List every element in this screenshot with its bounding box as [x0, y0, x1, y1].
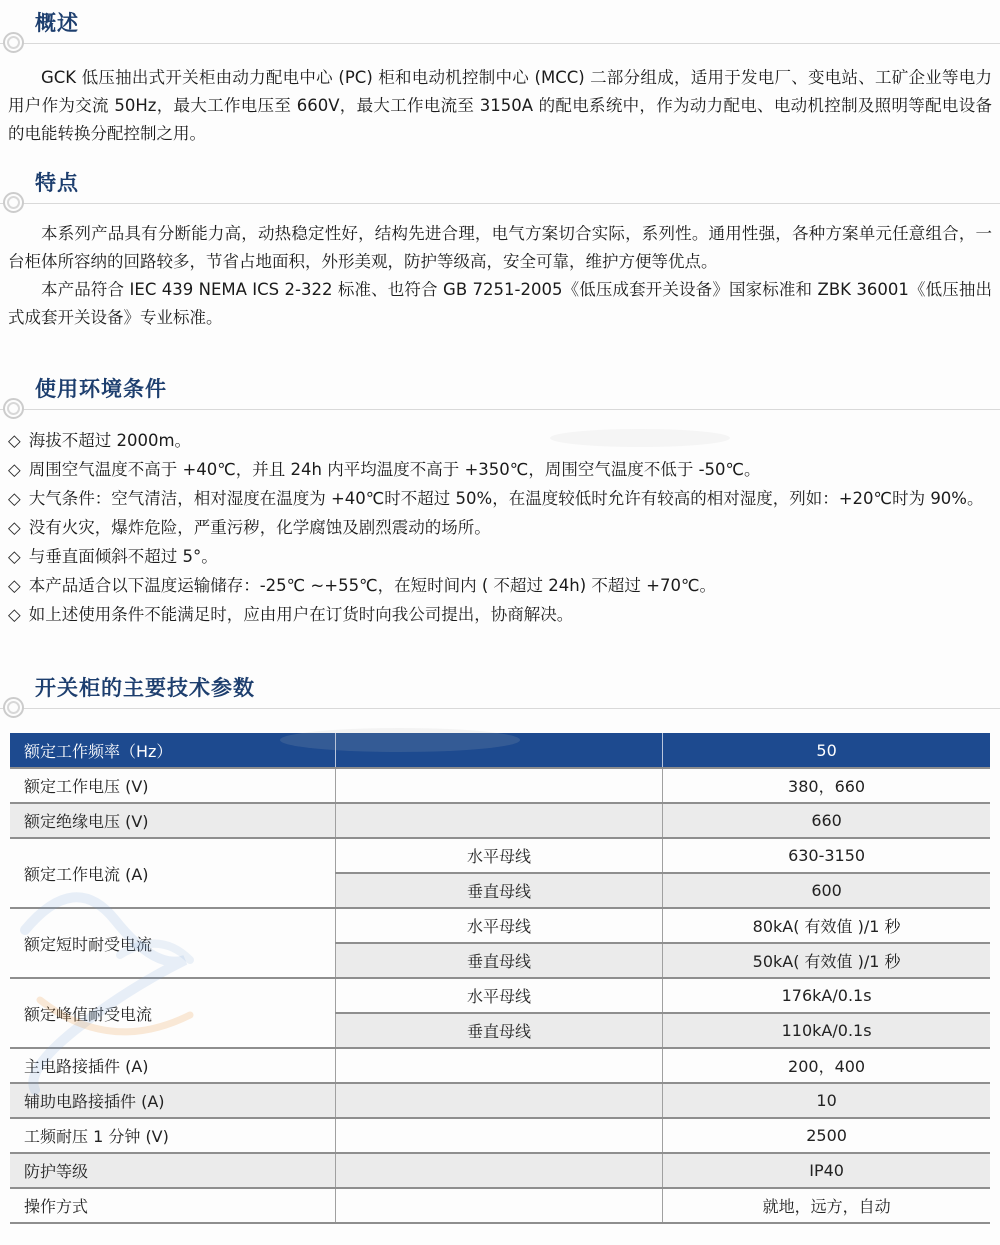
param-cell: 额定工作电压 (V) [10, 768, 335, 803]
value-cell: 200，400 [663, 1048, 990, 1083]
param-cell: 额定短时耐受电流 [10, 908, 335, 978]
section-title-overview: 概述 [35, 11, 79, 35]
section-rule [0, 708, 1000, 709]
value-cell: 50kA( 有效值 )/1 秒 [663, 943, 990, 978]
table-row [10, 803, 990, 838]
env-item [8, 455, 992, 484]
section-rule [0, 43, 1000, 44]
env-item-text: 与垂直面倾斜不超过 5°。 [28, 547, 218, 566]
overview-paragraph: GCK 低压抽出式开关柜由动力配电中心 (PC) 柜和电动机控制中心 (MCC) 二部分组成，适用于发电厂、变电站、工矿企业等电力用户作为交流 50Hz，最大工作电压至 660V，最大工作电流至 3150A 的配电系统中，作为动力配电、电动机控制及照明等配电设备的电能转换分配控制之用。 [8, 68, 992, 143]
value-cell: 80kA( 有效值 )/1 秒 [663, 908, 990, 943]
env-item-text: 大气条件：空气清洁，相对湿度在温度为 +40℃时不超过 50%，在温度较低时允许有较高的相对湿度，列如：+20℃时为 90%。 [28, 489, 984, 508]
ring-icon [3, 697, 24, 718]
value-cell: 10 [663, 1083, 990, 1118]
value-cell: 就地，远方，自动 [663, 1188, 990, 1223]
env-item [8, 426, 992, 455]
features-paragraph: 本产品符合 IEC 439 NEMA ICS 2-322 标准、也符合 GB 7251-2005《低压成套开关设备》国家标准和 ZBK 36001《低压抽出式成套开关设备》专业标准。 [8, 280, 992, 327]
busbar-cell: 水平母线 [335, 908, 662, 943]
value-cell: 110kA/0.1s [663, 1013, 990, 1048]
busbar-cell: 水平母线 [335, 838, 662, 873]
value-cell: 176kA/0.1s [663, 978, 990, 1013]
table-row [10, 1048, 990, 1083]
header-param-cell: 额定工作频率（Hz） [10, 733, 335, 768]
table-row [10, 1083, 990, 1118]
parameters-table [10, 733, 990, 1224]
table-row [10, 978, 990, 1013]
env-item [8, 484, 992, 513]
diamond-icon: ◇ [8, 547, 21, 566]
header-value-cell: 50 [663, 733, 990, 768]
diamond-icon: ◇ [8, 576, 21, 595]
value-cell: 600 [663, 873, 990, 908]
section-environment [0, 376, 1000, 629]
busbar-cell [335, 768, 662, 803]
diamond-icon: ◇ [8, 460, 21, 479]
param-cell: 辅助电路接插件 (A) [10, 1083, 335, 1118]
diamond-icon: ◇ [8, 518, 21, 537]
busbar-cell: 垂直母线 [335, 1013, 662, 1048]
busbar-cell [335, 1118, 662, 1153]
busbar-cell [335, 1188, 662, 1223]
value-cell: 660 [663, 803, 990, 838]
env-item [8, 542, 992, 571]
table-header-row [10, 733, 990, 768]
busbar-cell [335, 803, 662, 838]
env-item-text: 本产品适合以下温度运输储存：-25℃ ~+55℃，在短时间内 ( 不超过 24h) 不超过 +70℃。 [28, 576, 717, 595]
env-item-text: 没有火灾，爆炸危险，严重污秽，化学腐蚀及剧烈震动的场所。 [28, 518, 491, 537]
ring-icon [3, 32, 24, 53]
busbar-cell: 水平母线 [335, 978, 662, 1013]
value-cell: 2500 [663, 1118, 990, 1153]
table-row [10, 1153, 990, 1188]
table-row [10, 1188, 990, 1223]
table-row [10, 908, 990, 943]
busbar-cell [335, 1083, 662, 1118]
table-row [10, 768, 990, 803]
section-title-parameters: 开关柜的主要技术参数 [35, 676, 255, 700]
section-rule [0, 203, 1000, 204]
table-row [10, 1118, 990, 1153]
section-parameters [0, 675, 1000, 1224]
env-item-text: 海拔不超过 2000m。 [28, 431, 192, 450]
env-item-text: 周围空气温度不高于 +40℃，并且 24h 内平均温度不高于 +350℃，周围空气温度不低于 -50℃。 [28, 460, 761, 479]
section-title-features: 特点 [35, 171, 79, 195]
param-cell: 额定峰值耐受电流 [10, 978, 335, 1048]
env-item-text: 如上述使用条件不能满足时，应由用户在订货时向我公司提出，协商解决。 [28, 605, 574, 624]
diamond-icon: ◇ [8, 605, 21, 624]
param-cell: 操作方式 [10, 1188, 335, 1223]
busbar-cell [335, 1153, 662, 1188]
table-row [10, 838, 990, 873]
environment-list [8, 426, 992, 629]
diamond-icon: ◇ [8, 431, 21, 450]
param-cell: 工频耐压 1 分钟 (V) [10, 1118, 335, 1153]
header-sub-cell [335, 733, 662, 768]
value-cell: 630-3150 [663, 838, 990, 873]
features-body [0, 220, 1000, 332]
busbar-cell: 垂直母线 [335, 943, 662, 978]
param-cell: 额定绝缘电压 (V) [10, 803, 335, 838]
param-cell: 防护等级 [10, 1153, 335, 1188]
env-item [8, 571, 992, 600]
ring-icon [3, 192, 24, 213]
ring-icon [3, 398, 24, 419]
parameters-table-body [10, 768, 990, 1223]
section-features [0, 170, 1000, 332]
param-cell: 额定工作电流 (A) [10, 838, 335, 908]
diamond-icon: ◇ [8, 489, 21, 508]
value-cell: IP40 [663, 1153, 990, 1188]
features-paragraph: 本系列产品具有分断能力高，动热稳定性好，结构先进合理，电气方案切合实际，系列性。通用性强，各种方案单元任意组合，一台柜体所容纳的回路较多，节省占地面积，外形美观，防护等级高，安全可靠，维护方便等优点。 [8, 224, 992, 271]
section-title-environment: 使用环境条件 [35, 377, 167, 401]
value-cell: 380，660 [663, 768, 990, 803]
section-overview [0, 10, 1000, 148]
section-rule [0, 409, 1000, 410]
param-cell: 主电路接插件 (A) [10, 1048, 335, 1083]
busbar-cell: 垂直母线 [335, 873, 662, 908]
env-item [8, 600, 992, 629]
busbar-cell [335, 1048, 662, 1083]
env-item [8, 513, 992, 542]
